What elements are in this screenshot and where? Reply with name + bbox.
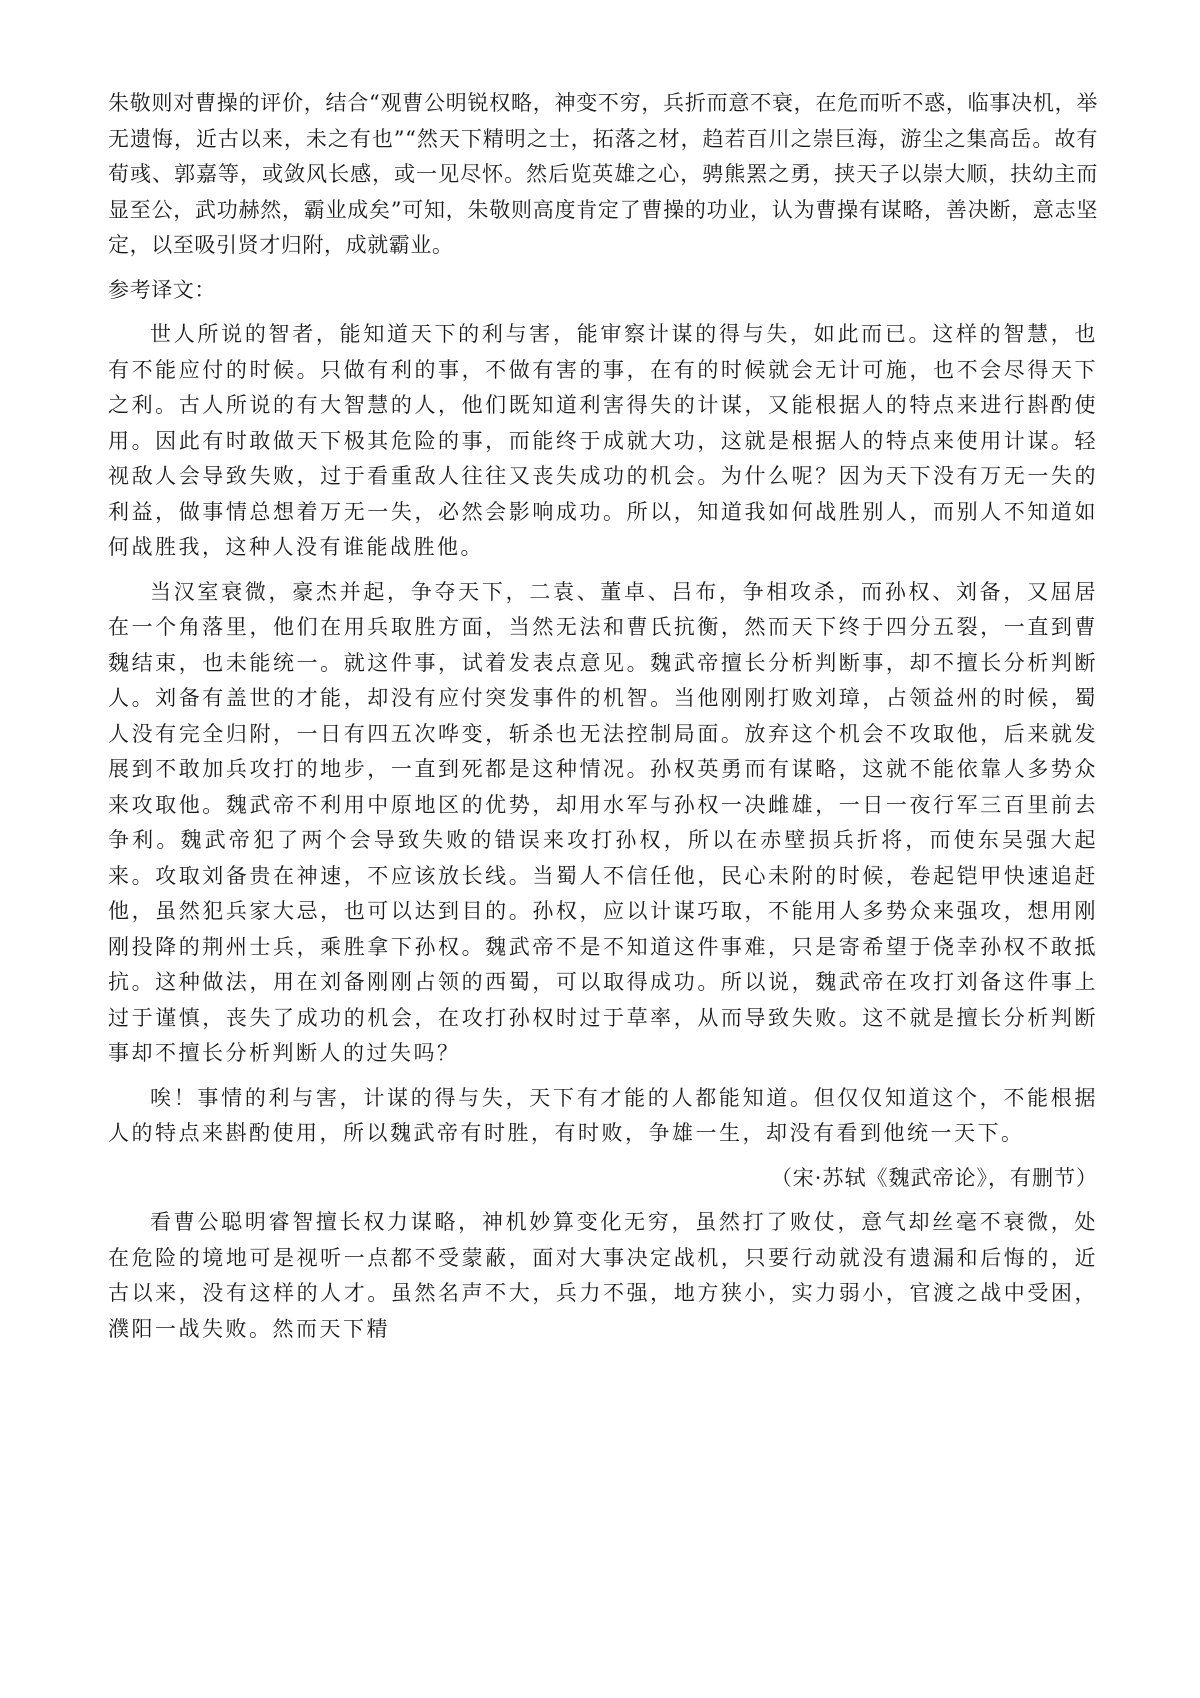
translation-paragraph-1: 世人所说的智者，能知道天下的利与害，能审察计谋的得与失，如此而已。这样的智慧，也有不能应付的时候。只做有利的事，不做有害的事，在有的时候就会无计可施，也不会尽得天下之利。古人所说的有大智慧的人，他们既知道利害得失的计谋，又能根据人的特点来进行斟酌使用。因此有时敢做天下极其危险的事，而能终于成就大功，这就是根据人的特点来使用计谋。轻视敌人会导致失败，过于看重敌人往往又丧失成功的机会。为什么呢？因为天下没有万无一失的利益，做事情总想着万无一失，必然会影响成功。所以，知道我如何战胜别人，而别人不知道如何战胜我，这种人没有谁能战胜他。 — [108, 322, 1098, 559]
translation-paragraph-3: 唉！事情的利与害，计谋的得与失，天下有才能的人都能知道。但仅仅知道这个，不能根据人的特点来斟酌使用，所以魏武帝有时胜，有时败，争雄一生，却没有看到他统一天下。 — [108, 1085, 1098, 1145]
translation-paragraph-2: 当汉室衰微，豪杰并起，争夺天下，二袁、董卓、吕布，争相攻杀，而孙权、刘备，又屈居在一个角落里，他们在用兵取胜方面，当然无法和曹氏抗衡，然而天下终于四分五裂，一直到曹魏结束，也未能统一。就这件事，试着发表点意见。魏武帝擅长分析判断事，却不擅长分析判断人。刘备有盖世的才能，却没有应付突发事件的机智。当他刚刚打败刘璋，占领益州的时候，蜀人没有完全归附，一日有四五次哗变，斩杀也无法控制局面。放弃这个机会不攻取他，后来就发展到不敢加兵攻打的地步，一直到死都是这种情况。孙权英勇而有谋略，这就不能依靠人多势众来攻取他。魏武帝不利用中原地区的优势，却用水军与孙权一决雌雄，一日一夜行军三百里前去争利。魏武帝犯了两个会导致失败的错误来攻打孙权，所以在赤壁损兵折将，而使东吴强大起来。攻取刘备贵在神速，不应该放长线。当蜀人不信任他，民心未附的时候，卷起铠甲快速追赶他，虽然犯兵家大忌，也可以达到目的。孙权，应以计谋巧取，不能用人多势众来强攻，想用刚刚投降的荆州士兵，乘胜拿下孙权。魏武帝不是不知道这件事难，只是寄希望于侥幸孙权不敢抵抗。这种做法，用在刘备刚刚占领的西蜀，可以取得成功。所以说，魏武帝在攻打刘备这件事上过于谨慎，丧失了成功的机会，在攻打孙权时过于草率，从而导致失败。这不就是擅长分析判断事却不擅长分析判断人的过失吗？ — [108, 579, 1098, 1065]
analysis-paragraph: 朱敬则对曹操的评价，结合“观曹公明锐权略，神变不穷，兵折而意不衰，在危而听不惑，临事决机，举无遗悔，近古以来，未之有也”“然天下精明之士，拓落之材，趋若百川之崇巨海，游尘之集高岳。故有荀彧、郭嘉等，或敛风长感，或一见尽怀。然后览英雄之心，骋熊罴之勇，挟天子以崇大顺，扶幼主而显至公，武功赫然，霸业成矣”可知，朱敬则高度肯定了曹操的功业，认为曹操有谋略，善决断，意志坚定，以至吸引贤才归附，成就霸业。 — [108, 91, 1098, 257]
reference-translation-heading: 参考译文： — [108, 277, 216, 302]
source-citation: （宋·苏轼《魏武帝论》，有删节） — [770, 1165, 1098, 1190]
final-translation-paragraph: 看曹公聪明睿智擅长权力谋略，神机妙算变化无穷，虽然打了败仗，意气却丝毫不衰微，处在危险的境地可是视听一点都不受蒙蔽，面对大事决定战机，只要行动就没有遗漏和后悔的，近古以来，没有这样的人才。虽然名声不大，兵力不强，地方狭小，实力弱小，官渡之战中受困，濮阳一战失败。然而天下精 — [108, 1210, 1098, 1341]
document-page — [108, 86, 1098, 1347]
